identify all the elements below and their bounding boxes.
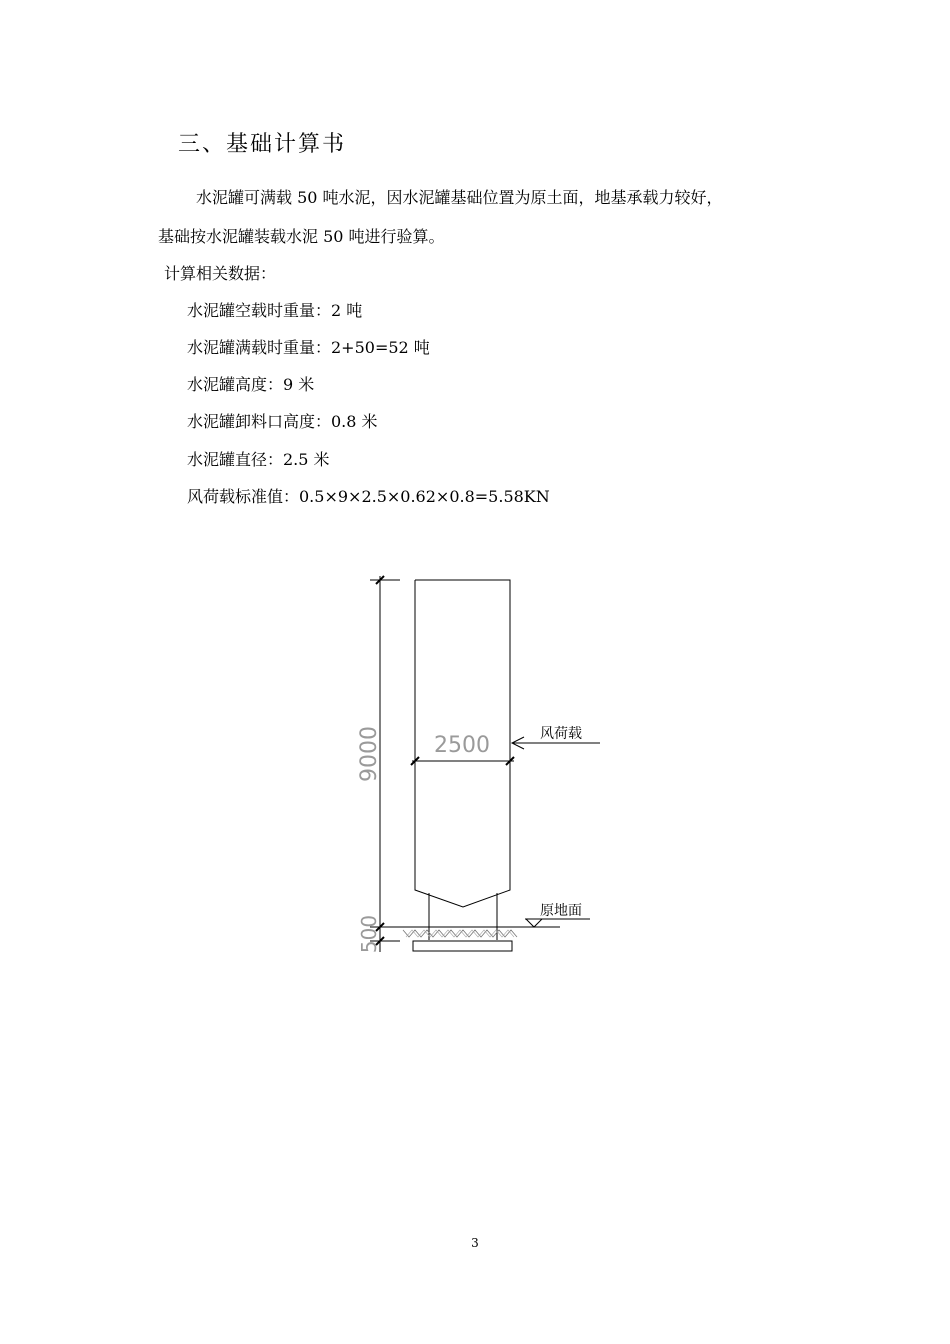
paragraph-line-1: 水泥罐可满载 50 吨水泥，因水泥罐基础位置为原土面，地基承载力较好， (196, 188, 723, 207)
cement-tank-diagram (340, 560, 620, 960)
data-section-title: 计算相关数据： (164, 264, 277, 283)
diameter-dimension-text: 2500 (434, 733, 490, 758)
ground-label: 原地面 (540, 903, 582, 919)
data-item-diameter: 水泥罐直径：2.5 米 (187, 450, 330, 469)
paragraph-line-2: 基础按水泥罐装载水泥 50 吨进行验算。 (158, 227, 445, 246)
foundation-slab (413, 941, 512, 951)
data-item-empty-weight: 水泥罐空载时重量：2 吨 (187, 301, 363, 320)
height-dimension-text: 9000 (357, 726, 382, 782)
data-item-height: 水泥罐高度：9 米 (187, 375, 315, 394)
wind-load-label: 风荷载 (540, 726, 582, 742)
data-item-full-weight: 水泥罐满载时重量：2+50=52 吨 (187, 338, 430, 357)
data-item-outlet-height: 水泥罐卸料口高度：0.8 米 (187, 412, 378, 431)
data-item-wind-load: 风荷载标准值：0.5×9×2.5×0.62×0.8=5.58KN (187, 487, 550, 506)
ground-marker-icon (526, 919, 542, 927)
foundation-dimension-text: 500 (357, 914, 381, 954)
section-heading: 三、基础计算书 (178, 132, 347, 157)
soil-hatch (403, 930, 517, 937)
page-number: 3 (471, 1236, 479, 1250)
